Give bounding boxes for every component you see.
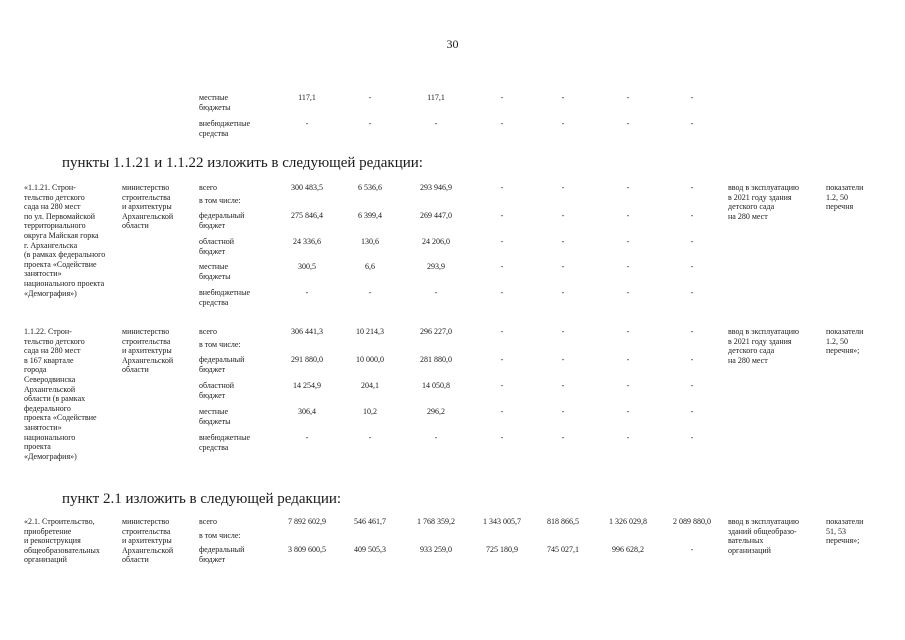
funding-source: местные бюджеты [199, 262, 231, 281]
page-number: 30 [446, 37, 459, 51]
value-cell: 306,4 [298, 407, 316, 416]
value-cell: - [305, 288, 309, 297]
funding-source: в том числе: [199, 196, 241, 205]
indicator-reference: показатели 51, 53 перечня»; [826, 517, 864, 546]
value-cell: - [500, 262, 504, 271]
expected-result: ввод в эксплуатацию в 2021 году здания детского сада на 280 мест [728, 327, 799, 365]
measure-name: «2.1. Строительство, приобретение и реконструкция общеобразовательных организаций [24, 517, 100, 565]
prior-value-cell: - [368, 93, 372, 102]
value-cell: - [561, 407, 565, 416]
value-cell: - [500, 355, 504, 364]
value-cell: - [690, 262, 694, 271]
value-cell: - [690, 288, 694, 297]
value-cell: - [690, 381, 694, 390]
prior-funding-source: местные бюджеты [199, 93, 231, 112]
value-cell: 281 880,0 [420, 355, 452, 364]
prior-value-cell: - [561, 93, 565, 102]
prior-value-cell: - [690, 93, 694, 102]
value-cell: 1 768 359,2 [417, 517, 455, 526]
value-cell: 275 846,4 [291, 211, 323, 220]
value-cell: - [500, 288, 504, 297]
value-cell: - [500, 407, 504, 416]
value-cell: - [561, 211, 565, 220]
responsible-executor: министерство строительства и архитектуры Архангельской области [122, 183, 174, 231]
responsible-executor: министерство строительства и архитектуры Архангельской области [122, 327, 174, 375]
funding-source: федеральный бюджет [199, 211, 245, 230]
value-cell: - [690, 545, 694, 554]
value-cell: - [626, 211, 630, 220]
funding-source: всего [199, 517, 218, 526]
value-cell: 291 880,0 [291, 355, 323, 364]
prior-value-cell: 117,1 [298, 93, 316, 102]
value-cell: 14 050,8 [422, 381, 450, 390]
value-cell: - [368, 288, 372, 297]
value-cell: 300,5 [298, 262, 316, 271]
value-cell: 818 866,5 [547, 517, 579, 526]
funding-source: в том числе: [199, 340, 241, 349]
value-cell: - [500, 211, 504, 220]
value-cell: 1 343 005,7 [483, 517, 521, 526]
prior-value-cell: - [500, 93, 504, 102]
funding-source: областной бюджет [199, 381, 235, 400]
funding-source: внебюджетные средства [199, 288, 250, 307]
expected-result: ввод в эксплуатацию зданий общеобразо- вательных организаций [728, 517, 799, 555]
value-cell: 6 536,6 [358, 183, 382, 192]
value-cell: 204,1 [361, 381, 379, 390]
prior-value-cell: - [561, 119, 565, 128]
value-cell: - [626, 355, 630, 364]
funding-source: областной бюджет [199, 237, 235, 256]
value-cell: - [690, 407, 694, 416]
indicator-reference: показатели 1.2, 50 перечня [826, 183, 864, 212]
value-cell: 546 461,7 [354, 517, 386, 526]
value-cell: 725 180,9 [486, 545, 518, 554]
section-heading-2: пункт 2.1 изложить в следующей редакции: [62, 491, 342, 507]
funding-source: федеральный бюджет [199, 355, 245, 374]
value-cell: - [626, 327, 630, 336]
value-cell: - [561, 288, 565, 297]
value-cell: 293 946,9 [420, 183, 452, 192]
value-cell: 10,2 [363, 407, 377, 416]
section-heading-1: пункты 1.1.21 и 1.1.22 изложить в следующей редакции: [62, 155, 423, 171]
funding-source: внебюджетные средства [199, 433, 250, 452]
measure-name: 1.1.22. Строн- тельство детского сада на 280 мест в 167 квартале города Северодвинска Архангельской области (в рамках федерального проекта «Содействие занятости» национального проекта «Демография») [24, 327, 97, 461]
indicator-reference: показатели 1.2, 50 перечня»; [826, 327, 864, 356]
value-cell: - [500, 183, 504, 192]
value-cell: - [626, 407, 630, 416]
value-cell: - [690, 433, 694, 442]
funding-source: местные бюджеты [199, 407, 231, 426]
value-cell: - [626, 433, 630, 442]
value-cell: - [561, 262, 565, 271]
value-cell: 10 000,0 [356, 355, 384, 364]
value-cell: 24 206,0 [422, 237, 450, 246]
prior-value-cell: - [690, 119, 694, 128]
value-cell: 269 447,0 [420, 211, 452, 220]
prior-value-cell: - [500, 119, 504, 128]
expected-result: ввод в эксплуатацию в 2021 году здания детского сада на 280 мест [728, 183, 799, 221]
value-cell: 6,6 [365, 262, 375, 271]
value-cell: 306 441,3 [291, 327, 323, 336]
prior-value-cell: - [368, 119, 372, 128]
value-cell: 14 254,9 [293, 381, 321, 390]
value-cell: 300 483,5 [291, 183, 323, 192]
prior-value-cell: 117,1 [427, 93, 445, 102]
value-cell: - [500, 381, 504, 390]
value-cell: - [561, 327, 565, 336]
value-cell: - [690, 183, 694, 192]
value-cell: 24 336,6 [293, 237, 321, 246]
value-cell: 293,9 [427, 262, 445, 271]
value-cell: - [626, 183, 630, 192]
measure-name: «1.1.21. Строн- тельство детского сада на 280 мест по ул. Первомайской территориального округа Майская горка г. Архангельска (в рамках федерального проекта «Содействие занятости» национального проекта «Демография») [24, 183, 106, 298]
value-cell: - [561, 237, 565, 246]
value-cell: - [626, 381, 630, 390]
value-cell: 409 505,3 [354, 545, 386, 554]
value-cell: - [561, 183, 565, 192]
funding-source: в том числе: [199, 531, 241, 540]
value-cell: - [561, 381, 565, 390]
value-cell: 1 326 029,8 [609, 517, 647, 526]
value-cell: 296 227,0 [420, 327, 452, 336]
value-cell: - [561, 355, 565, 364]
prior-value-cell: - [626, 119, 630, 128]
value-cell: 745 027,1 [547, 545, 579, 554]
funding-source: всего [199, 327, 218, 336]
value-cell: 933 259,0 [420, 545, 452, 554]
prior-value-cell: - [434, 119, 438, 128]
value-cell: - [434, 433, 438, 442]
value-cell: 7 892 602,9 [288, 517, 326, 526]
value-cell: - [500, 433, 504, 442]
prior-value-cell: - [626, 93, 630, 102]
funding-source: федеральный бюджет [199, 545, 245, 564]
value-cell: 10 214,3 [356, 327, 384, 336]
prior-value-cell: - [305, 119, 309, 128]
value-cell: 296,2 [427, 407, 445, 416]
funding-source: всего [199, 183, 218, 192]
value-cell: - [561, 433, 565, 442]
value-cell: - [690, 237, 694, 246]
value-cell: 2 089 880,0 [673, 517, 711, 526]
value-cell: - [500, 327, 504, 336]
value-cell: - [626, 237, 630, 246]
value-cell: - [690, 327, 694, 336]
responsible-executor: министерство строительства и архитектуры Архангельской области [122, 517, 174, 565]
value-cell: - [626, 262, 630, 271]
value-cell: 130,6 [361, 237, 379, 246]
value-cell: - [690, 211, 694, 220]
value-cell: - [305, 433, 309, 442]
value-cell: 996 628,2 [612, 545, 644, 554]
value-cell: - [626, 288, 630, 297]
value-cell: - [690, 355, 694, 364]
value-cell: - [434, 288, 438, 297]
value-cell: - [500, 237, 504, 246]
value-cell: 3 809 600,5 [288, 545, 326, 554]
value-cell: - [368, 433, 372, 442]
prior-funding-source: внебюджетные средства [199, 119, 250, 138]
value-cell: 6 399,4 [358, 211, 382, 220]
